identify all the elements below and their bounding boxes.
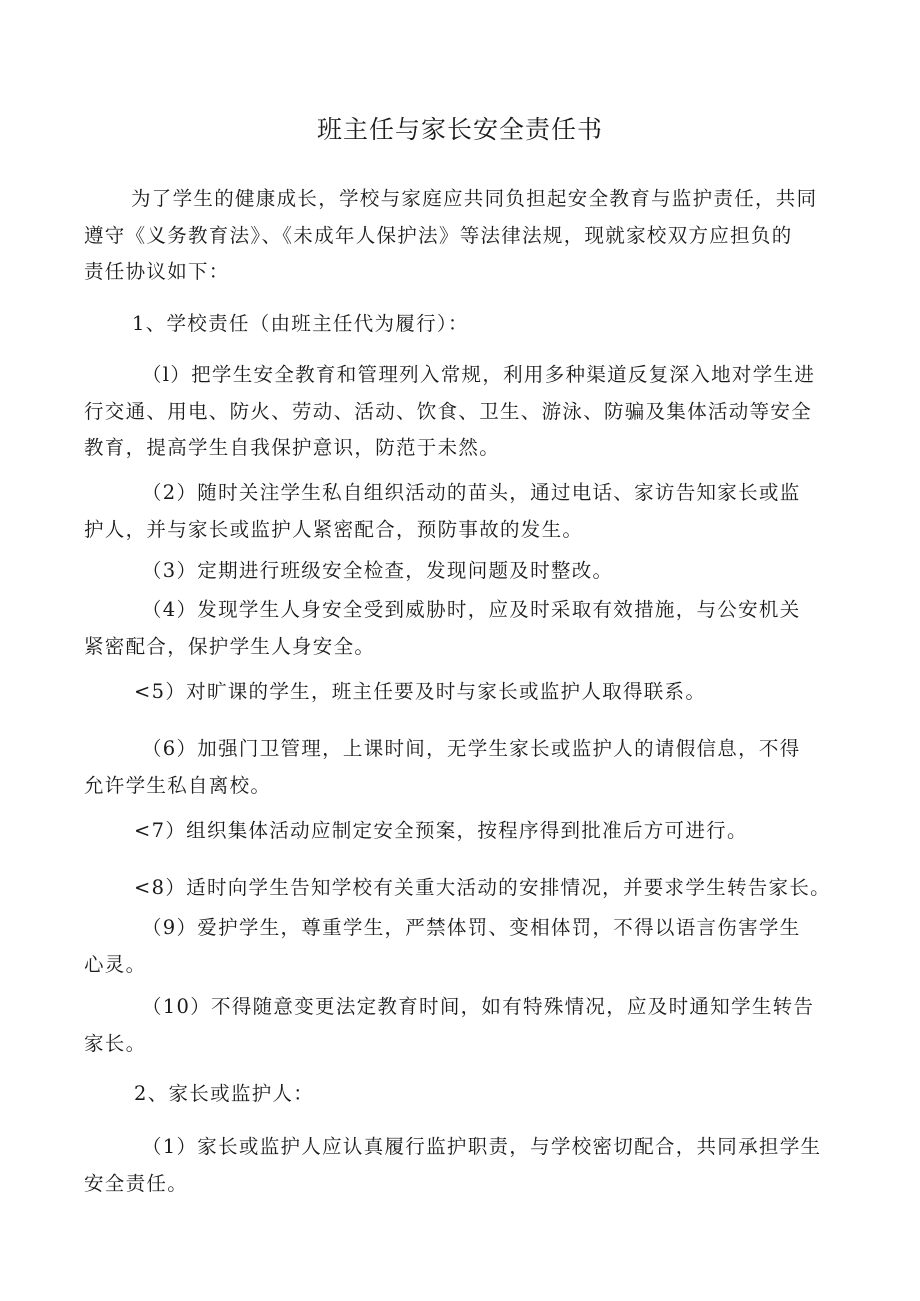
item-1-line-1: （l）把学生安全教育和管理列入常规，利用多种渠道反复深入地对学生进 bbox=[142, 363, 816, 386]
item-2-line-2: 护人，并与家长或监护人紧密配合，预防事故的发生。 bbox=[84, 517, 584, 541]
section1-item-1 bbox=[84, 357, 844, 467]
item-1-line-2: 行交通、用电、防火、劳动、活动、饮食、卫生、游泳、防骗及集体活动等安全 bbox=[84, 399, 813, 423]
item-4-line-2: 紧密配合，保护学生人身安全。 bbox=[84, 634, 376, 658]
intro-paragraph bbox=[84, 181, 844, 291]
item-3-line-1: （3）定期进行班级安全检查，发现问题及时整改。 bbox=[142, 559, 614, 582]
intro-line-1: 为了学生的健康成长，学校与家庭应共同负担起安全教育与监护责任，共同 bbox=[131, 187, 818, 210]
section1-heading bbox=[84, 306, 844, 343]
section2-item-1-line-1: （1）家长或监护人应认真履行监护职责，与学校密切配合，共同承担学生 bbox=[142, 1135, 822, 1158]
item-9-line-1: （9）爱护学生，尊重学生，严禁体罚、变相体罚，不得以语言伤害学生 bbox=[142, 916, 801, 939]
section1-item-3 bbox=[84, 553, 844, 590]
item-6-line-2: 允许学生私自离校。 bbox=[84, 773, 272, 797]
item-9-line-2: 心灵。 bbox=[84, 952, 147, 976]
item-5-line-1: <5）对旷课的学生，班主任要及时与家长或监护人取得联系。 bbox=[134, 680, 707, 703]
item-7-line-1: <7）组织集体活动应制定安全预案，按程序得到批准后方可进行。 bbox=[134, 819, 748, 842]
section2-item-1 bbox=[84, 1129, 844, 1202]
item-4-line-1: （4）发现学生人身安全受到威胁时，应及时采取有效措施，与公安机关 bbox=[142, 598, 801, 621]
section2-heading bbox=[84, 1076, 844, 1113]
section1-item-5 bbox=[84, 674, 844, 711]
section1-item-9 bbox=[84, 910, 844, 983]
section1-item-8 bbox=[84, 870, 844, 907]
item-10-line-1: （10）不得随意变更法定教育时间，如有特殊情况，应及时通知学生转告 bbox=[142, 995, 815, 1018]
section2-item-1-line-2: 安全责任。 bbox=[84, 1171, 189, 1195]
section1-item-2 bbox=[84, 475, 844, 548]
section1-item-10 bbox=[84, 989, 844, 1062]
section1-item-7 bbox=[84, 813, 844, 850]
item-6-line-1: （6）加强门卫管理，上课时间，无学生家长或监护人的请假信息，不得 bbox=[142, 737, 801, 760]
section1-item-4 bbox=[84, 592, 844, 665]
document-title: 班主任与家长安全责任书 bbox=[316, 115, 603, 144]
item-10-line-2: 家长。 bbox=[84, 1031, 147, 1055]
item-1-line-3: 教育，提高学生自我保护意识，防范于未然。 bbox=[84, 436, 501, 459]
section1-item-6 bbox=[84, 731, 844, 804]
section1-heading-text: 1、学校责任（由班主任代为履行）： bbox=[132, 312, 469, 335]
intro-line-3: 责任协议如下： bbox=[84, 260, 230, 283]
intro-line-2: 遵守《义务教育法》、《未成年人保护法》等法律法规，现就家校双方应担负的 bbox=[84, 223, 793, 247]
item-8-line-1: <8）适时向学生告知学校有关重大活动的安排情况，并要求学生转告家长。 bbox=[134, 876, 831, 899]
section2-heading-text: 2、家长或监护人： bbox=[134, 1082, 315, 1105]
item-2-line-1: （2）随时关注学生私自组织活动的苗头，通过电话、家访告知家长或监 bbox=[142, 481, 801, 504]
